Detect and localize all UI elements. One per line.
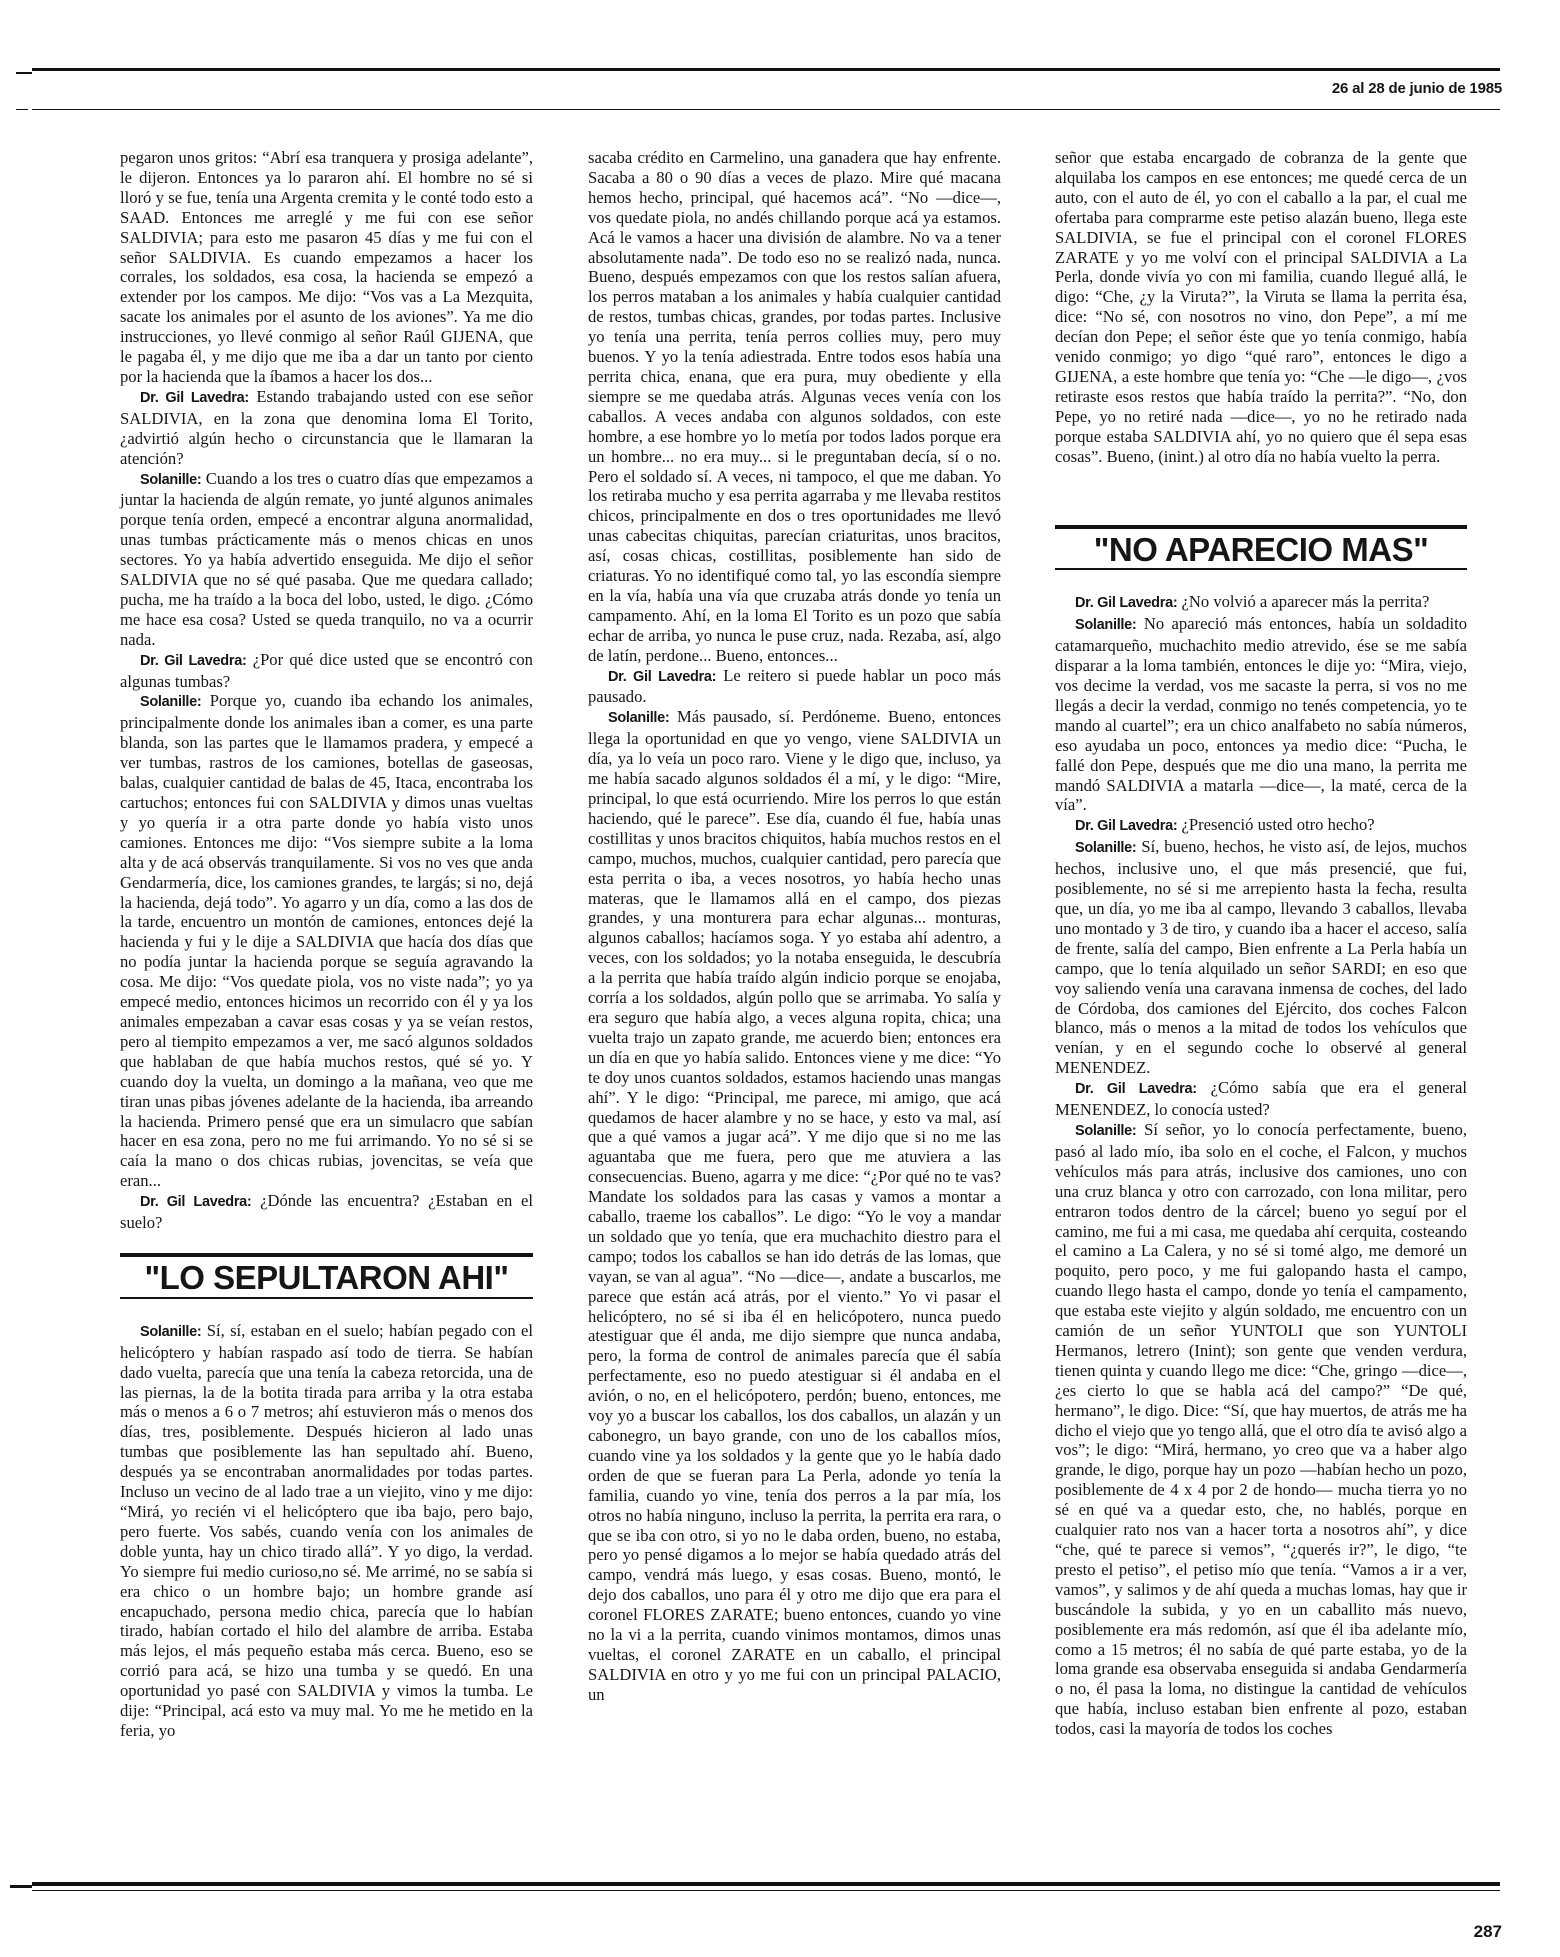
- paragraph: sacaba crédito en Carmelino, una ganadera que hay enfrente. Sacaba a 80 o 90 días a veces de plazo. Mire qué macana hemos hecho, principal, qué hacemos acá”. “No —dice—, vos quedate piola, no andés chillando porque acá ya estamos. Acá le vamos a hacer una división de alambre. No va a tener absolutamente nada”. De todo eso no se realizó nada, nunca. Bueno, después empezamos con que los restos salían afuera, los perros mataban a los animales y había cualquier cantidad de restos, tumbas chicas, grandes, por todas partes. Inclusive yo tenía una perrita, tenía perros collies muy, pero muy buenos. Y yo la tenía adiestrada. Entre todos esos había una perrita chica, enana, que era pura, muy obediente y ella siempre se me quedaba atrás. Algunas veces venía con los caballos. A veces andaba con algunos soldados, con este hombre, a ese hombre yo lo metía por todos lados porque era un hombre... no era muy... si le preguntaban decía, sí o no. Pero el soldado sí. A veces, ni tampoco, el que me daban. Yo los retiraba mucho y esa perrita agarraba y me llevaba restitos chicos, principalmente en dos o tres oportunidades me llevó unas cabecitas chiquitas, parecían criaturitas, unos bracitos, así, cosas chicas, costillitas, posiblemente han sido de criaturas. Yo no identifiqué como tal, yo las escondía siempre en la vía, había una vía que cruzaba atrás donde yo tenía un campamento. Ahí, en la loma El Torito es un pozo que sabía echar de arriba, yo nunca le puse cruz, nada. Rezaba, así, algo de latín, perdone... Bueno, entonces...: [588, 148, 1001, 665]
- paragraph: señor que estaba encargado de cobranza de la gente que alquilaba los campos en ese entonces; me quedé cerca de un auto, con el auto de él, yo con el caballo a la par, el cual me ofertaba para comprarme este petiso alazán bueno, llega este SALDIVIA, se fue el principal con el coronel FLORES ZARATE y yo me volví con el principal SALDIVIA a La Perla, donde vivía yo con mi familia, cuando llegué allá, le digo: “Che, ¿y la Viruta?”, la Viruta se llama la perrita ésa, dice: “No sé, con nosotros no vino, don Pepe”, a mí me decían don Pepe; el señor éste que yo tenía conmigo, había venido conmigo; yo digo “qué raro”, entonces le digo a GIJENA, a este hombre que tenía yo: “Che —le digo—, ¿vos retiraste esos restos que había traído la perrita?”. “No, don Pepe, yo no retiré nada —dice—, yo no he retirado nada porque estaba SALDIVIA ahí, yo no quiero que él sepa esas cosas”. Bueno, (inint.) al otro día no había vuelto la perra.: [1055, 148, 1467, 466]
- page-number: 287: [1473, 1922, 1502, 1941]
- bottom-thick-rule: [32, 1882, 1500, 1886]
- speaker-label: Solanille:: [140, 694, 202, 711]
- bottom-thin-rule: [32, 1890, 1500, 1891]
- paragraph: pegaron unos gritos: “Abrí esa tranquera y prosiga adelante”, le dijeron. Entonces ya lo pararon ahí. El hombre no sé si lloró y se fue, tenía una Argenta cremita y le conté todo esto a SAAD. Entonces me arreglé y me fui con ese señor SALDIVIA; para esto me pasaron 45 días y me fui con el señor SALDIVIA. Es cuando empezamos a hacer los corrales, los soldados, esa cosa, la hacienda se empezó a extender por los campos. Me dijo: “Vos vas a La Mezquita, sacate los animales por el asunto de los aviones”. Ya me dio instrucciones, yo llevé conmigo al señor Raúl GIJENA, que le pagaba él, y me dijo que me iba a dar un tanto por ciento por la hacienda que la íbamos a hacer los dos...: [120, 148, 533, 386]
- paragraph: Dr. Gil Lavedra: ¿Cómo sabía que era el general MENENDEZ, lo conocía usted?: [1055, 1078, 1467, 1120]
- speaker-label: Dr. Gil Lavedra:: [140, 389, 249, 406]
- paragraph: Solanille: Porque yo, cuando iba echando los animales, principalmente donde los animales iban a comer, es una parte blanda, son las partes que le llamamos pradera, y empecé a ver tumbas, rastros de los camiones, botellas de gaseosas, balas, cualquier cantidad de balas de 45, Itaca, encontraba los cartuchos; entonces fui con SALDIVIA y dimos unas vueltas y yo quería ir a otra parte donde yo había visto unos camiones. Entonces me dijo: “Vos siempre subite a la loma alta y de acá observás tranquilamente. Si vos no ves que anda Gendarmería, dice, los camiones grandes, te largás; si no, dejá la hacienda, dejá todo”. Yo agarro y un día, como a las dos de la tarde, encuentro un montón de camiones, entonces dejé la hacienda y fui y le dije a SALDIVIA que hacía dos días que no podía juntar la hacienda porque se seguía agravando la cosa. Me dijo: “Vos quedate piola, vos no viste nada”; yo ya empecé medio, entonces hicimos un recorrido con él y ya los animales empezaban a cavar esas cosas y ya se veían restos, pero al tiempito empezamos a ver, me sacó algunos soldados que hablaban de que había muchos restos, qué sé yo. Y cuando doy la vuelta, un domingo a la mañana, veo que me tiran unas pibas jóvenes adelante de la hacienda, iba arreando la hacienda. Primero pensé que era un simulacro que sabían hacer en esa zona, pero no me fui arrimando. Yo no sé si se caía la mano o dos chicas rubias, jovencitas, se veía que eran...: [120, 691, 534, 1191]
- speaker-label: Solanille:: [1075, 1122, 1137, 1139]
- paragraph: Solanille: Cuando a los tres o cuatro días que empezamos a juntar la hacienda de algún remate, yo junté algunos animales porque tenía orden, empecé a encontrar alguna anormalidad, unas tumbas prácticamente más o menos chicas en unos sectores. Yo ya había advertido enseguida. Me dijo el señor SALDIVIA que no sé qué pasaba. Que me quedara callado; pucha, me ha traído a la boca del lobo, usted, le digo. ¿Cómo me hace esa cosa? Usted se queda tranquilo, no va a ocurrir nada.: [120, 468, 533, 649]
- paragraph: Solanille: Sí, sí, estaban en el suelo; habían pegado con el helicóptero y habían raspado así todo de tierra. Se habían dado vuelta, parecía que una tenía la cabeza retorcida, una de las piernas, la de la botita tirada para arriba y la otra estaba más o menos a 6 o 7 metros; ahí estuvieron más o menos dos días, tres, posiblemente. Después hicieron al lado unas tumbas que posiblemente las han sepultado ahí. Bueno, después ya se encontraban anormalidades por todas partes. Incluso un vecino de al lado trae a un viejito, vino y me dijo: “Mirá, yo recién vi el helicóptero que iba bajo, pero bajo, pero fuerte. Vos sabés, cuando venía con los animales de doble yunta, hay un chico tirado allá”. Y yo digo, la verdad. Yo siempre fui medio curioso,no sé. Me arrimé, no se sabía si era chico o un hombre bajo; un hombre grande así encapuchado, persona medio chica, parecía que lo habían tirado, habían cortado el hilo del alambre de arriba. Estaba más lejos, el más pequeño estaba más cerca. Bueno, eso se corrió para acá, se hizo una tumba y se quedó. En una oportunidad yo pasé con SALDIVIA y vimos la tumba. Le dije: “Principal, acá esto va muy mal. Yo me he metido en la feria, yo: [120, 1320, 533, 1740]
- speaker-label: Solanille:: [608, 710, 670, 727]
- speaker-label: Solanille:: [1075, 840, 1137, 857]
- bottom-margin-mark: [10, 1885, 32, 1888]
- paragraph: Dr. Gil Lavedra: ¿Por qué dice usted que se encontró con algunas tumbas?: [120, 649, 533, 691]
- paragraph: Solanille: Más pausado, sí. Perdóneme. Bueno, entonces llega la oportunidad en que yo vengo, viene SALDIVIA un día, ya lo veía un poco raro. Viene y le digo que, incluso, ya me había sacado algunos soldados él a mí, y le digo: “Mire, principal, lo que está ocurriendo. Mire los perros lo que están haciendo, qué le parece”. Ese día, cuando él fue, había unas costillitas y unos bracitos chiquitos, había muchos restos en el campo, muchos, muchos, cualquier cantidad, pero parecía que esta perrita o iba, a veces nosotros, yo había hecho unas materas, que le llamamos allá en el campo, dos piezas grandes, y una monturera para echar algunas... monturas, algunos caballos; hacíamos soga. Y yo estaba ahí adentro, a veces, con los soldados; yo la notaba enseguida, le descubría a la perrita que había traído algún indicio porque se enojaba, corría a los soldados, algún pollo que se arrimaba. Yo salía y era seguro que había algo, a veces alguna ropita, chica; una vuelta trajo un zapato grande, me acuerdo bien; entonces era un día en que yo había salido. Entonces viene y me dice: “Yo te doy unos cuantos soldados, estamos haciendo unas mangas ahí”. Y le digo: “Principal, me parece, mi amigo, que acá quedamos de hacer alambre y no se hace, y esto va mal, así que a qué vamos a jugar acá”. Y me dijo que si no me las aguantaba que me fuera, pero que me atuviera a las consecuencias. Bueno, agarra y me dice: “¿Por qué no te vas? Mandate los soldados para las casas y vamos a montar a caballo, traeme los caballos”. Le digo: “Yo le voy a mandar un soldado que yo tenía, que era muchachito diestro para el campo; todos los caballos se han ido detrás de las lomas, que vayan, se van al agua”. “No —dice—, andate a buscarlos, me parece que están acá atrás, por el viento.” Yo vi pasar el helicóptero, no sé si iba él en helicópotero, nunca puedo atestiguar que él anda, me dijo siempre que nunca andaba, pero, la forma de control de animales parecía que él sabía perfectamente, eso no puedo atestiguar si él andaba en el avión, o no, en el helicópotero, perdón; bueno, entonces, me voy yo a buscar los caballos, los dos caballos, un alazán y un cabonegro, un bayo grande, con uno de los caballos míos, cuando vine ya los soldados y la gente que yo le había dado orden de que se fueran para La Perla, adonde yo tenía la familia, cuando yo vine, tenía dos perros a la par mía, los otros no había ninguno, incluso la perrita, la perrita era rara, o que se iba con otro, si yo no le daba orden, bueno, no estaba, pero yo pensé digamos a lo mejor se había quedado atrás del campo, vendrá más luego, y esas cosas. Bueno, montó, le dejo dos caballos, uno para él y otro me dijo que era para el coronel FLORES ZARATE; bueno entonces, cuando yo vine no la vi a la perrita, cuando vinimos montamos, dimos unas vueltas, el coronel ZARATE en un caballo, el principal SALDIVIA en otro y yo me fui con un principal PALACIO, un: [588, 707, 1001, 1704]
- section-heading: "LO SEPULTARON AHI": [120, 1253, 533, 1299]
- paragraph: Dr. Gil Lavedra: Le reitero si puede hablar un poco más pausado.: [588, 665, 1002, 707]
- paragraph: Solanille: Sí señor, yo lo conocía perfectamente, bueno, pasó al lado mío, iba solo en el coche, el Falcon, y muchos vehículos más para atrás, inclusive dos camiones, uno con una cruz blanca y otro con carrozado, con lona militar, pero entraron todos dentro de la cárcel; bueno yo seguí por el camino, me fui a mi casa, me quedaba ahí cerquita, costeando el camino a La Calera, y no sé si tomé algo, me demoré un poquito, pero poco, y me fui galopando hasta el campo, cuando llego hasta el campo, donde yo tenía el campamento, que estaba este viejito y algún soldado, me encuentro con un camión de un señor YUNTOLI que son YUNTOLI Hermanos, letrero (Inint); son gente que venden verdura, tienen quinta y cuando llego me dice: “Che, gringo —dice—, ¿es cierto lo que se habla acá del campo?” “De qué, hermano”, le digo. Dice: “Sí, que hay muertos, de atrás me ha dicho el viejo que yo tengo allá, que el otro día te avisó algo a vos”; le digo: “Mirá, hermano, yo creo que va a haber algo grande, le digo, porque hay un pozo —habían hecho un pozo, posiblemente de 4 x 4 por 2 de hondo— mucha tierra yo no sé en qué va a quedar esto, che, no hablés, porque en cualquier rato nos van a hacer torta a nosotros ahí”, y dice “che, qué te parece si vemos”, “¿querés ir?”, le digo, “te presto el petiso”, el petiso mío que tenía. “Vamos a ir a ver, vamos”, y salimos y de ahí queda a muchas lomas, hay que ir buscándole la subida, y yo en un caballito más nuevo, posiblemente era más redomón, así que él iba adelante mío, como a 15 metros; él no sabía de qué parte estaba, yo de la loma grande esa observaba enseguida si andaba Gendarmería o no, él pasa la loma, no distingue la cantidad de vehículos que había, incluso estaban bien enfrente al pozo, estaban todos, casi la mayoría de todos los coches: [1055, 1119, 1467, 1739]
- paragraph: Dr. Gil Lavedra: ¿Dónde las encuentra? ¿Estaban en el suelo?: [120, 1191, 533, 1233]
- speaker-label: Dr. Gil Lavedra:: [140, 1194, 252, 1211]
- paragraph: Solanille: Sí, bueno, hechos, he visto así, de lejos, muchos hechos, inclusive uno, el que más presencié, que fui, posiblemente, no sé si me arrepiento hasta la fecha, resulta que, un día, yo me iba al campo, llevando 3 caballos, llevaba uno montado y 3 de tiro, y cuando iba a hacer el acceso, salía de frente, salía del campo, Bien enfrente a La Perla había un campo, que lo tenía alquilado un señor SARDI; en eso que voy saliendo venía una caravana inmensa de coches, del lado de Córdoba, dos camiones del Ejército, dos coches Falcon blanco, más o menos a la mitad de todos los vehículos que venían, y en el segundo coche lo observé al general MENENDEZ.: [1055, 837, 1467, 1078]
- speaker-label: Solanille:: [140, 471, 202, 488]
- upper-margin-mark: [16, 109, 28, 110]
- section-heading: "NO APARECIO MAS": [1055, 525, 1467, 571]
- speaker-label: Dr. Gil Lavedra:: [1075, 818, 1178, 835]
- speaker-label: Dr. Gil Lavedra:: [140, 652, 247, 669]
- paragraph: Solanille: No apareció más entonces, había un soldadito catamarqueño, muchachito medio atrevido, ése se me sabía disparar a la loma también, entonces le dije yo: “Mira, viejo, vos decime la verdad, vos me sacaste la perra, si vos no me llegás a decir la verdad, conmigo no tenés competencia, yo te mando al cuartel”; era un chico analfabeto no sabía números, eso ayudaba un poco, entonces ya medio dice: “Pucha, le fallé don Pepe, después que me dio una mano, la perrita me mandó SALDIVIA a matarla —dice—, la maté, cerca de la vía”.: [1055, 614, 1467, 815]
- speaker-label: Solanille:: [140, 1323, 202, 1340]
- column-2: [588, 148, 1001, 1705]
- top-margin-mark: [16, 72, 32, 74]
- column-3: [1055, 148, 1467, 1739]
- speaker-label: Dr. Gil Lavedra:: [608, 668, 717, 685]
- speaker-label: Dr. Gil Lavedra:: [1075, 1081, 1197, 1098]
- speaker-label: Solanille:: [1075, 617, 1137, 634]
- paragraph: Dr. Gil Lavedra: ¿No volvió a aparecer más la perrita?: [1075, 592, 1430, 612]
- speaker-label: Dr. Gil Lavedra:: [1075, 595, 1178, 612]
- column-1: [120, 148, 533, 1741]
- header-date: 26 al 28 de junio de 1985: [1331, 80, 1502, 97]
- paragraph: Dr. Gil Lavedra: Estando trabajando usted con ese señor SALDIVIA, en la zona que denomina loma El Torito, ¿advirtió algún hecho o circunstancia que le llamaran la atención?: [120, 386, 533, 468]
- paragraph: Dr. Gil Lavedra: ¿Presenció usted otro hecho?: [1075, 815, 1375, 835]
- top-thin-rule: [32, 109, 1500, 110]
- top-thick-rule: [32, 68, 1500, 71]
